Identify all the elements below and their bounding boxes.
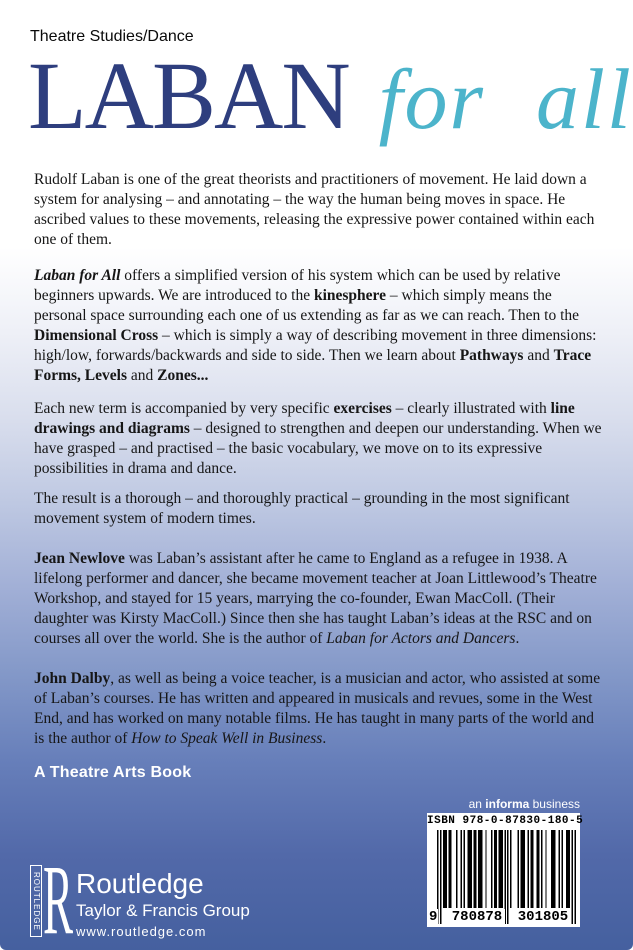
isbn-label: ISBN 978-0-87830-180-5 [427, 815, 584, 827]
publisher-url: www.routledge.com [76, 924, 207, 939]
publisher-name: Routledge [76, 868, 204, 899]
category-label: Theatre Studies/Dance [30, 28, 194, 45]
title-main: LABAN [28, 42, 349, 149]
routledge-vertical-text: ROUTLEDGE [30, 865, 42, 937]
routledge-text-block [76, 864, 250, 939]
book-title [28, 42, 633, 149]
routledge-r-glyph: R [43, 844, 74, 950]
barcode-digit-prefix: 9 [429, 909, 438, 925]
publisher-group: Taylor & Francis Group [76, 901, 250, 920]
blurb [34, 170, 606, 782]
paragraph-author-john-dalby: John Dalby, as well as being a voice teacher, is a musician and actor, who assisted at some of Laban’s courses. He has written and appeared in musicals and revues, some in the West End, and has worked on many notable films. He has taught in many parts of the world and is the author of How to Speak Well in Business. [34, 670, 601, 747]
paragraph-author-jean-newlove: Jean Newlove was Laban’s assistant after he came to England as a refugee in 1938. A lifelong performer and dancer, she became movement teacher at Joan Littlewood’s Theatre Workshop, and stayed for 15 years, marrying the co-founder, Ewan MacColl. (Their daughter was Kirsty MacColl.) Since then she has taught Laban’s ideas at the RSC and on courses all over the world. She is the author of Laban for Actors and Dancers. [34, 550, 597, 647]
routledge-logo [30, 844, 250, 950]
paragraph-intro: Rudolf Laban is one of the great theorists and practitioners of movement. He laid down a system for analysing – and annotating – the way the human being moves in space. He ascribed values to these movements, releasing the expressive power contained within each one of them. [34, 171, 595, 248]
barcode-digit-right: 301805 [515, 909, 571, 925]
barcode [427, 813, 584, 927]
routledge-r-icon [30, 844, 74, 950]
paragraph-exercises: Each new term is accompanied by very specific exercises – clearly illustrated with line drawings and diagrams – designed to strengthen and deepen our understanding. When we have grasped – and practised – the basic vocabulary, we move on to its expressive possibilities in drama and dance. [34, 400, 602, 477]
title-accent: for all [378, 51, 633, 147]
paragraph-system: Laban for All offers a simplified version of his system which can be used by relative beginners upwards. We are introduced to the kinesphere – which simply means the personal space surrounding each one of us extending as far as we can reach. Then to the Dimensional Cross – which is simply a way of describing movement in three dimensions: high/low, forwards/backwards and side to side. Then we learn about Pathways and Trace Forms, Levels and Zones... [34, 267, 597, 384]
paragraph-result: The result is a thorough – and thoroughly practical – grounding in the most significant movement system of modern times. [34, 490, 570, 527]
informa-tagline: an informa business [468, 797, 580, 811]
barcode-digits [427, 909, 580, 925]
imprint-label: A Theatre Arts Book [34, 764, 192, 781]
barcode-digit-left: 780878 [449, 909, 505, 925]
